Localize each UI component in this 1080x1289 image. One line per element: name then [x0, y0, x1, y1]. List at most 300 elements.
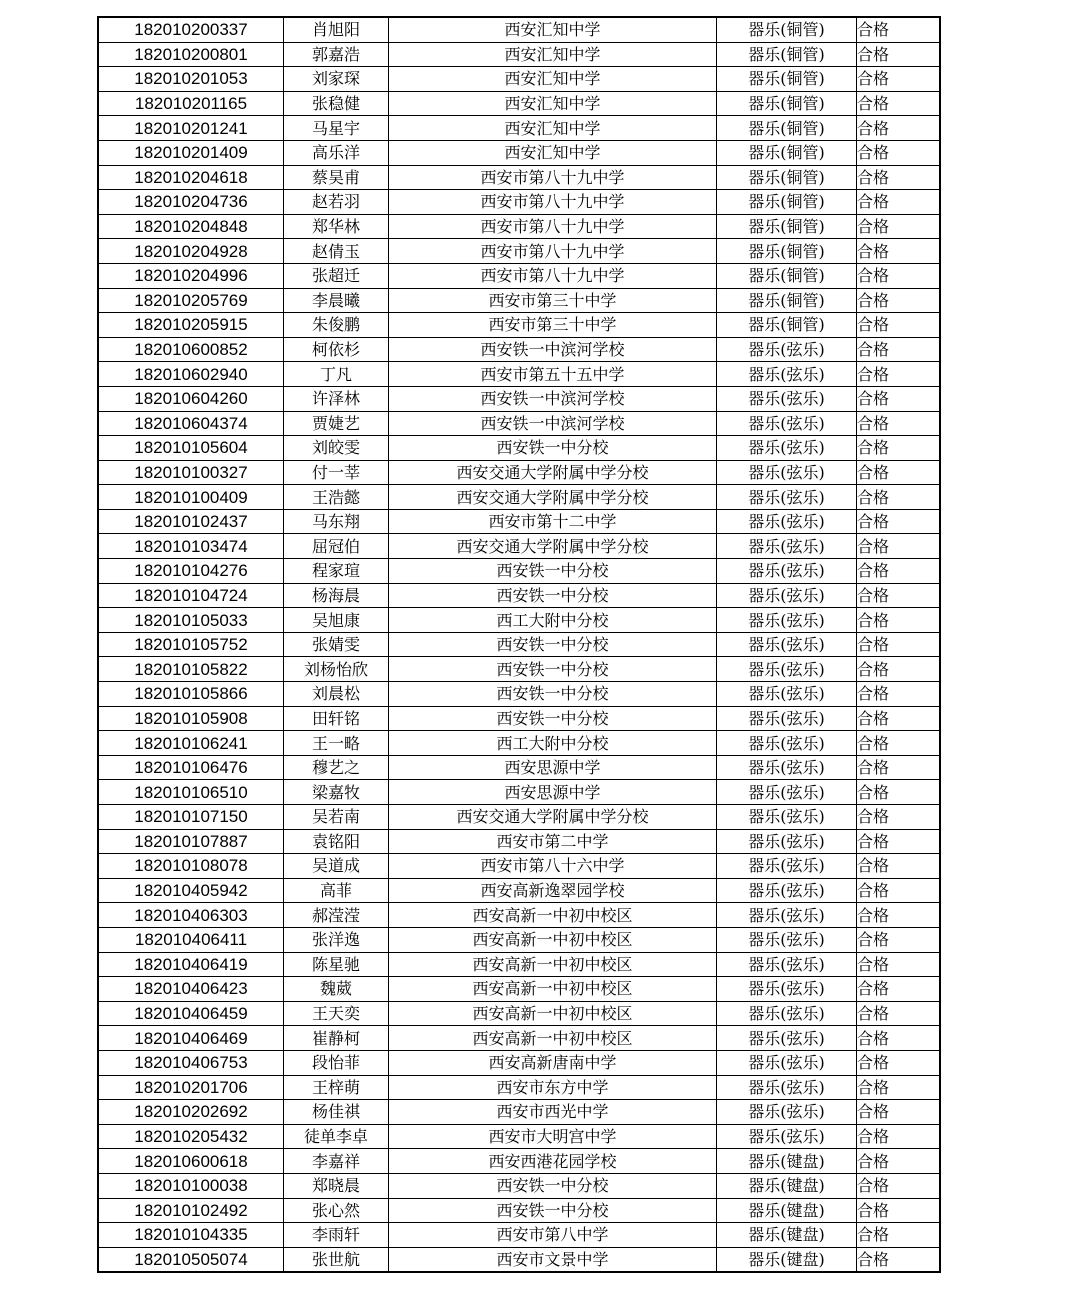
exam-category-cell: 器乐(弦乐): [717, 509, 857, 534]
school-cell: 西安铁一中分校: [389, 559, 717, 584]
result-cell: 合格: [857, 977, 941, 1002]
student-name-cell: 王天奕: [284, 1001, 389, 1026]
exam-number-cell: 182010105822: [98, 657, 284, 682]
student-name-cell: 田轩铭: [284, 706, 389, 731]
exam-category-cell: 器乐(弦乐): [717, 927, 857, 952]
exam-category-cell: 器乐(弦乐): [717, 608, 857, 633]
exam-category-cell: 器乐(弦乐): [717, 854, 857, 879]
exam-category-cell: 器乐(弦乐): [717, 755, 857, 780]
school-cell: 西安市第三十中学: [389, 313, 717, 338]
exam-number-cell: 182010406303: [98, 903, 284, 928]
student-name-cell: 梁嘉牧: [284, 780, 389, 805]
result-cell: 合格: [857, 731, 941, 756]
exam-category-cell: 器乐(弦乐): [717, 952, 857, 977]
school-cell: 西安汇知中学: [389, 42, 717, 67]
exam-number-cell: 182010107150: [98, 805, 284, 830]
result-cell: 合格: [857, 780, 941, 805]
result-cell: 合格: [857, 1173, 941, 1198]
exam-category-cell: 器乐(弦乐): [717, 1026, 857, 1051]
table-row: [98, 755, 940, 780]
result-cell: 合格: [857, 509, 941, 534]
school-cell: 西安铁一中分校: [389, 1173, 717, 1198]
student-name-cell: 王梓萌: [284, 1075, 389, 1100]
table-row: [98, 313, 940, 338]
exam-category-cell: 器乐(弦乐): [717, 829, 857, 854]
school-cell: 西安铁一中分校: [389, 706, 717, 731]
table-row: [98, 829, 940, 854]
table-row: [98, 632, 940, 657]
school-cell: 西安交通大学附属中学分校: [389, 460, 717, 485]
result-cell: 合格: [857, 632, 941, 657]
result-cell: 合格: [857, 1026, 941, 1051]
result-cell: 合格: [857, 1050, 941, 1075]
student-name-cell: 蔡昊甫: [284, 165, 389, 190]
result-cell: 合格: [857, 386, 941, 411]
table-row: [98, 288, 940, 313]
result-cell: 合格: [857, 411, 941, 436]
school-cell: 西安铁一中滨河学校: [389, 411, 717, 436]
result-cell: 合格: [857, 239, 941, 264]
school-cell: 西安铁一中分校: [389, 436, 717, 461]
result-cell: 合格: [857, 952, 941, 977]
exam-number-cell: 182010205915: [98, 313, 284, 338]
table-row: [98, 42, 940, 67]
school-cell: 西安高新逸翠园学校: [389, 878, 717, 903]
student-name-cell: 张稳健: [284, 91, 389, 116]
table-row: [98, 731, 940, 756]
exam-category-cell: 器乐(铜管): [717, 140, 857, 165]
results-sheet: [97, 16, 935, 1273]
student-name-cell: 程家瑄: [284, 559, 389, 584]
exam-number-cell: 182010107887: [98, 829, 284, 854]
school-cell: 西安汇知中学: [389, 17, 717, 42]
school-cell: 西安高新一中初中校区: [389, 927, 717, 952]
student-name-cell: 赵若羽: [284, 190, 389, 215]
result-cell: 合格: [857, 190, 941, 215]
exam-number-cell: 182010406753: [98, 1050, 284, 1075]
student-name-cell: 马东翔: [284, 509, 389, 534]
student-name-cell: 杨海晨: [284, 583, 389, 608]
student-name-cell: 郭嘉浩: [284, 42, 389, 67]
exam-category-cell: 器乐(弦乐): [717, 977, 857, 1002]
table-row: [98, 17, 940, 42]
exam-number-cell: 182010406459: [98, 1001, 284, 1026]
table-row: [98, 780, 940, 805]
exam-number-cell: 182010604374: [98, 411, 284, 436]
table-row: [98, 1173, 940, 1198]
exam-number-cell: 182010105908: [98, 706, 284, 731]
school-cell: 西安市第五十五中学: [389, 362, 717, 387]
result-cell: 合格: [857, 1001, 941, 1026]
school-cell: 西工大附中分校: [389, 731, 717, 756]
table-row: [98, 337, 940, 362]
exam-category-cell: 器乐(弦乐): [717, 1075, 857, 1100]
school-cell: 西安汇知中学: [389, 91, 717, 116]
table-row: [98, 608, 940, 633]
student-name-cell: 张洋逸: [284, 927, 389, 952]
exam-category-cell: 器乐(铜管): [717, 67, 857, 92]
exam-category-cell: 器乐(铜管): [717, 42, 857, 67]
exam-number-cell: 182010406469: [98, 1026, 284, 1051]
table-row: [98, 559, 940, 584]
exam-number-cell: 182010600852: [98, 337, 284, 362]
result-cell: 合格: [857, 362, 941, 387]
result-cell: 合格: [857, 116, 941, 141]
school-cell: 西安高新一中初中校区: [389, 903, 717, 928]
result-cell: 合格: [857, 140, 941, 165]
school-cell: 西工大附中分校: [389, 608, 717, 633]
exam-number-cell: 182010202692: [98, 1100, 284, 1125]
table-row: [98, 460, 940, 485]
exam-number-cell: 182010406419: [98, 952, 284, 977]
student-name-cell: 高乐洋: [284, 140, 389, 165]
exam-number-cell: 182010108078: [98, 854, 284, 879]
student-name-cell: 张婧雯: [284, 632, 389, 657]
exam-number-cell: 182010104276: [98, 559, 284, 584]
exam-number-cell: 182010204996: [98, 263, 284, 288]
table-row: [98, 927, 940, 952]
exam-category-cell: 器乐(弦乐): [717, 559, 857, 584]
school-cell: 西安交通大学附属中学分校: [389, 805, 717, 830]
school-cell: 西安市第八十九中学: [389, 239, 717, 264]
student-name-cell: 张超迁: [284, 263, 389, 288]
student-name-cell: 王浩懿: [284, 485, 389, 510]
table-row: [98, 805, 940, 830]
student-name-cell: 袁铭阳: [284, 829, 389, 854]
exam-number-cell: 182010102437: [98, 509, 284, 534]
exam-number-cell: 182010205769: [98, 288, 284, 313]
school-cell: 西安市第八十九中学: [389, 214, 717, 239]
result-cell: 合格: [857, 1075, 941, 1100]
exam-number-cell: 182010106476: [98, 755, 284, 780]
exam-number-cell: 182010201165: [98, 91, 284, 116]
exam-category-cell: 器乐(弦乐): [717, 903, 857, 928]
student-name-cell: 付一莘: [284, 460, 389, 485]
result-cell: 合格: [857, 559, 941, 584]
exam-number-cell: 182010204736: [98, 190, 284, 215]
result-cell: 合格: [857, 42, 941, 67]
school-cell: 西安铁一中分校: [389, 1198, 717, 1223]
exam-category-cell: 器乐(弦乐): [717, 1124, 857, 1149]
student-name-cell: 屈冠伯: [284, 534, 389, 559]
student-name-cell: 张心然: [284, 1198, 389, 1223]
student-name-cell: 柯依杉: [284, 337, 389, 362]
school-cell: 西安市第八中学: [389, 1223, 717, 1248]
exam-number-cell: 182010201053: [98, 67, 284, 92]
table-row: [98, 190, 940, 215]
exam-category-cell: 器乐(铜管): [717, 214, 857, 239]
school-cell: 西安市大明宫中学: [389, 1124, 717, 1149]
table-row: [98, 1124, 940, 1149]
school-cell: 西安高新一中初中校区: [389, 952, 717, 977]
exam-category-cell: 器乐(铜管): [717, 17, 857, 42]
school-cell: 西安市文景中学: [389, 1247, 717, 1272]
student-name-cell: 肖旭阳: [284, 17, 389, 42]
result-cell: 合格: [857, 706, 941, 731]
student-name-cell: 丁凡: [284, 362, 389, 387]
table-row: [98, 386, 940, 411]
student-name-cell: 吴旭康: [284, 608, 389, 633]
result-cell: 合格: [857, 91, 941, 116]
exam-number-cell: 182010105033: [98, 608, 284, 633]
exam-number-cell: 182010200801: [98, 42, 284, 67]
exam-number-cell: 182010204928: [98, 239, 284, 264]
result-cell: 合格: [857, 1124, 941, 1149]
exam-category-cell: 器乐(弦乐): [717, 583, 857, 608]
exam-category-cell: 器乐(弦乐): [717, 1001, 857, 1026]
exam-category-cell: 器乐(键盘): [717, 1223, 857, 1248]
exam-category-cell: 器乐(弦乐): [717, 682, 857, 707]
student-name-cell: 许泽林: [284, 386, 389, 411]
student-name-cell: 王一略: [284, 731, 389, 756]
result-cell: 合格: [857, 805, 941, 830]
school-cell: 西安交通大学附属中学分校: [389, 534, 717, 559]
exam-category-cell: 器乐(弦乐): [717, 780, 857, 805]
school-cell: 西安市第二中学: [389, 829, 717, 854]
school-cell: 西安高新一中初中校区: [389, 1001, 717, 1026]
school-cell: 西安市第八十九中学: [389, 190, 717, 215]
school-cell: 西安铁一中滨河学校: [389, 386, 717, 411]
student-name-cell: 朱俊鹏: [284, 313, 389, 338]
school-cell: 西安市第十二中学: [389, 509, 717, 534]
student-name-cell: 魏葳: [284, 977, 389, 1002]
exam-number-cell: 182010104335: [98, 1223, 284, 1248]
exam-category-cell: 器乐(弦乐): [717, 1100, 857, 1125]
school-cell: 西安市第八十九中学: [389, 165, 717, 190]
student-name-cell: 穆艺之: [284, 755, 389, 780]
student-name-cell: 李晨曦: [284, 288, 389, 313]
student-name-cell: 高菲: [284, 878, 389, 903]
table-row: [98, 1075, 940, 1100]
table-row: [98, 214, 940, 239]
result-cell: 合格: [857, 682, 941, 707]
table-row: [98, 854, 940, 879]
result-cell: 合格: [857, 337, 941, 362]
student-name-cell: 郝滢滢: [284, 903, 389, 928]
result-cell: 合格: [857, 1149, 941, 1174]
exam-category-cell: 器乐(弦乐): [717, 1050, 857, 1075]
table-row: [98, 1198, 940, 1223]
exam-category-cell: 器乐(弦乐): [717, 362, 857, 387]
exam-number-cell: 182010100409: [98, 485, 284, 510]
result-cell: 合格: [857, 313, 941, 338]
school-cell: 西安市第八十六中学: [389, 854, 717, 879]
exam-category-cell: 器乐(弦乐): [717, 706, 857, 731]
table-row: [98, 140, 940, 165]
result-cell: 合格: [857, 927, 941, 952]
result-cell: 合格: [857, 755, 941, 780]
table-row: [98, 1149, 940, 1174]
table-row: [98, 165, 940, 190]
table-row: [98, 485, 940, 510]
exam-number-cell: 182010102492: [98, 1198, 284, 1223]
student-name-cell: 吴若南: [284, 805, 389, 830]
exam-number-cell: 182010201706: [98, 1075, 284, 1100]
table-row: [98, 1001, 940, 1026]
table-row: [98, 67, 940, 92]
student-name-cell: 刘晨松: [284, 682, 389, 707]
exam-category-cell: 器乐(铜管): [717, 263, 857, 288]
school-cell: 西安思源中学: [389, 755, 717, 780]
table-row: [98, 362, 940, 387]
result-cell: 合格: [857, 1223, 941, 1248]
exam-category-cell: 器乐(键盘): [717, 1198, 857, 1223]
exam-category-cell: 器乐(弦乐): [717, 657, 857, 682]
exam-number-cell: 182010106510: [98, 780, 284, 805]
school-cell: 西安交通大学附属中学分校: [389, 485, 717, 510]
table-row: [98, 534, 940, 559]
exam-category-cell: 器乐(铜管): [717, 91, 857, 116]
student-name-cell: 刘家琛: [284, 67, 389, 92]
table-row: [98, 657, 940, 682]
exam-category-cell: 器乐(弦乐): [717, 337, 857, 362]
result-cell: 合格: [857, 288, 941, 313]
table-row: [98, 436, 940, 461]
result-cell: 合格: [857, 17, 941, 42]
exam-number-cell: 182010105866: [98, 682, 284, 707]
exam-number-cell: 182010105604: [98, 436, 284, 461]
exam-category-cell: 器乐(弦乐): [717, 460, 857, 485]
exam-number-cell: 182010104724: [98, 583, 284, 608]
exam-number-cell: 182010100327: [98, 460, 284, 485]
exam-category-cell: 器乐(键盘): [717, 1247, 857, 1272]
student-name-cell: 陈星驰: [284, 952, 389, 977]
exam-category-cell: 器乐(弦乐): [717, 411, 857, 436]
table-row: [98, 952, 940, 977]
exam-number-cell: 182010200337: [98, 17, 284, 42]
result-cell: 合格: [857, 534, 941, 559]
exam-category-cell: 器乐(键盘): [717, 1149, 857, 1174]
exam-number-cell: 182010100038: [98, 1173, 284, 1198]
exam-number-cell: 182010406423: [98, 977, 284, 1002]
student-name-cell: 崔静柯: [284, 1026, 389, 1051]
school-cell: 西安铁一中滨河学校: [389, 337, 717, 362]
results-table: [97, 16, 941, 1273]
student-name-cell: 赵倩玉: [284, 239, 389, 264]
school-cell: 西安市西光中学: [389, 1100, 717, 1125]
exam-number-cell: 182010105752: [98, 632, 284, 657]
result-cell: 合格: [857, 878, 941, 903]
table-row: [98, 583, 940, 608]
exam-category-cell: 器乐(铜管): [717, 190, 857, 215]
student-name-cell: 贾婕艺: [284, 411, 389, 436]
table-row: [98, 903, 940, 928]
table-row: [98, 977, 940, 1002]
result-cell: 合格: [857, 903, 941, 928]
student-name-cell: 马星宇: [284, 116, 389, 141]
exam-category-cell: 器乐(弦乐): [717, 805, 857, 830]
table-row: [98, 1050, 940, 1075]
student-name-cell: 张世航: [284, 1247, 389, 1272]
result-cell: 合格: [857, 1100, 941, 1125]
table-row: [98, 1100, 940, 1125]
school-cell: 西安市第八十九中学: [389, 263, 717, 288]
table-row: [98, 1247, 940, 1272]
result-cell: 合格: [857, 657, 941, 682]
result-cell: 合格: [857, 460, 941, 485]
school-cell: 西安铁一中分校: [389, 583, 717, 608]
exam-category-cell: 器乐(弦乐): [717, 731, 857, 756]
table-row: [98, 682, 940, 707]
school-cell: 西安铁一中分校: [389, 632, 717, 657]
table-row: [98, 263, 940, 288]
result-cell: 合格: [857, 1247, 941, 1272]
exam-number-cell: 182010600618: [98, 1149, 284, 1174]
exam-category-cell: 器乐(弦乐): [717, 878, 857, 903]
exam-category-cell: 器乐(弦乐): [717, 436, 857, 461]
exam-number-cell: 182010204618: [98, 165, 284, 190]
table-row: [98, 1223, 940, 1248]
results-table-body: [98, 17, 940, 1272]
result-cell: 合格: [857, 829, 941, 854]
student-name-cell: 李雨轩: [284, 1223, 389, 1248]
exam-category-cell: 器乐(弦乐): [717, 485, 857, 510]
exam-category-cell: 器乐(弦乐): [717, 632, 857, 657]
result-cell: 合格: [857, 1198, 941, 1223]
exam-number-cell: 182010604260: [98, 386, 284, 411]
exam-category-cell: 器乐(铜管): [717, 313, 857, 338]
result-cell: 合格: [857, 67, 941, 92]
result-cell: 合格: [857, 608, 941, 633]
exam-category-cell: 器乐(铜管): [717, 239, 857, 264]
exam-category-cell: 器乐(键盘): [717, 1173, 857, 1198]
exam-number-cell: 182010103474: [98, 534, 284, 559]
school-cell: 西安高新一中初中校区: [389, 977, 717, 1002]
table-row: [98, 91, 940, 116]
school-cell: 西安铁一中分校: [389, 657, 717, 682]
school-cell: 西安市第三十中学: [389, 288, 717, 313]
student-name-cell: 吴道成: [284, 854, 389, 879]
exam-category-cell: 器乐(弦乐): [717, 534, 857, 559]
exam-category-cell: 器乐(弦乐): [717, 386, 857, 411]
student-name-cell: 刘杨怡欣: [284, 657, 389, 682]
student-name-cell: 段怡菲: [284, 1050, 389, 1075]
result-cell: 合格: [857, 854, 941, 879]
exam-number-cell: 182010406411: [98, 927, 284, 952]
exam-category-cell: 器乐(铜管): [717, 288, 857, 313]
school-cell: 西安高新唐南中学: [389, 1050, 717, 1075]
student-name-cell: 杨佳祺: [284, 1100, 389, 1125]
exam-category-cell: 器乐(铜管): [717, 165, 857, 190]
exam-number-cell: 182010602940: [98, 362, 284, 387]
school-cell: 西安铁一中分校: [389, 682, 717, 707]
table-row: [98, 116, 940, 141]
table-row: [98, 239, 940, 264]
school-cell: 西安西港花园学校: [389, 1149, 717, 1174]
student-name-cell: 郑华林: [284, 214, 389, 239]
table-row: [98, 1026, 940, 1051]
school-cell: 西安市东方中学: [389, 1075, 717, 1100]
result-cell: 合格: [857, 485, 941, 510]
school-cell: 西安汇知中学: [389, 67, 717, 92]
table-row: [98, 509, 940, 534]
table-row: [98, 411, 940, 436]
student-name-cell: 李嘉祥: [284, 1149, 389, 1174]
exam-number-cell: 182010505074: [98, 1247, 284, 1272]
table-row: [98, 706, 940, 731]
school-cell: 西安汇知中学: [389, 140, 717, 165]
result-cell: 合格: [857, 214, 941, 239]
result-cell: 合格: [857, 436, 941, 461]
exam-number-cell: 182010106241: [98, 731, 284, 756]
table-row: [98, 878, 940, 903]
exam-number-cell: 182010204848: [98, 214, 284, 239]
exam-number-cell: 182010201409: [98, 140, 284, 165]
student-name-cell: 徒单李卓: [284, 1124, 389, 1149]
result-cell: 合格: [857, 263, 941, 288]
result-cell: 合格: [857, 583, 941, 608]
school-cell: 西安汇知中学: [389, 116, 717, 141]
